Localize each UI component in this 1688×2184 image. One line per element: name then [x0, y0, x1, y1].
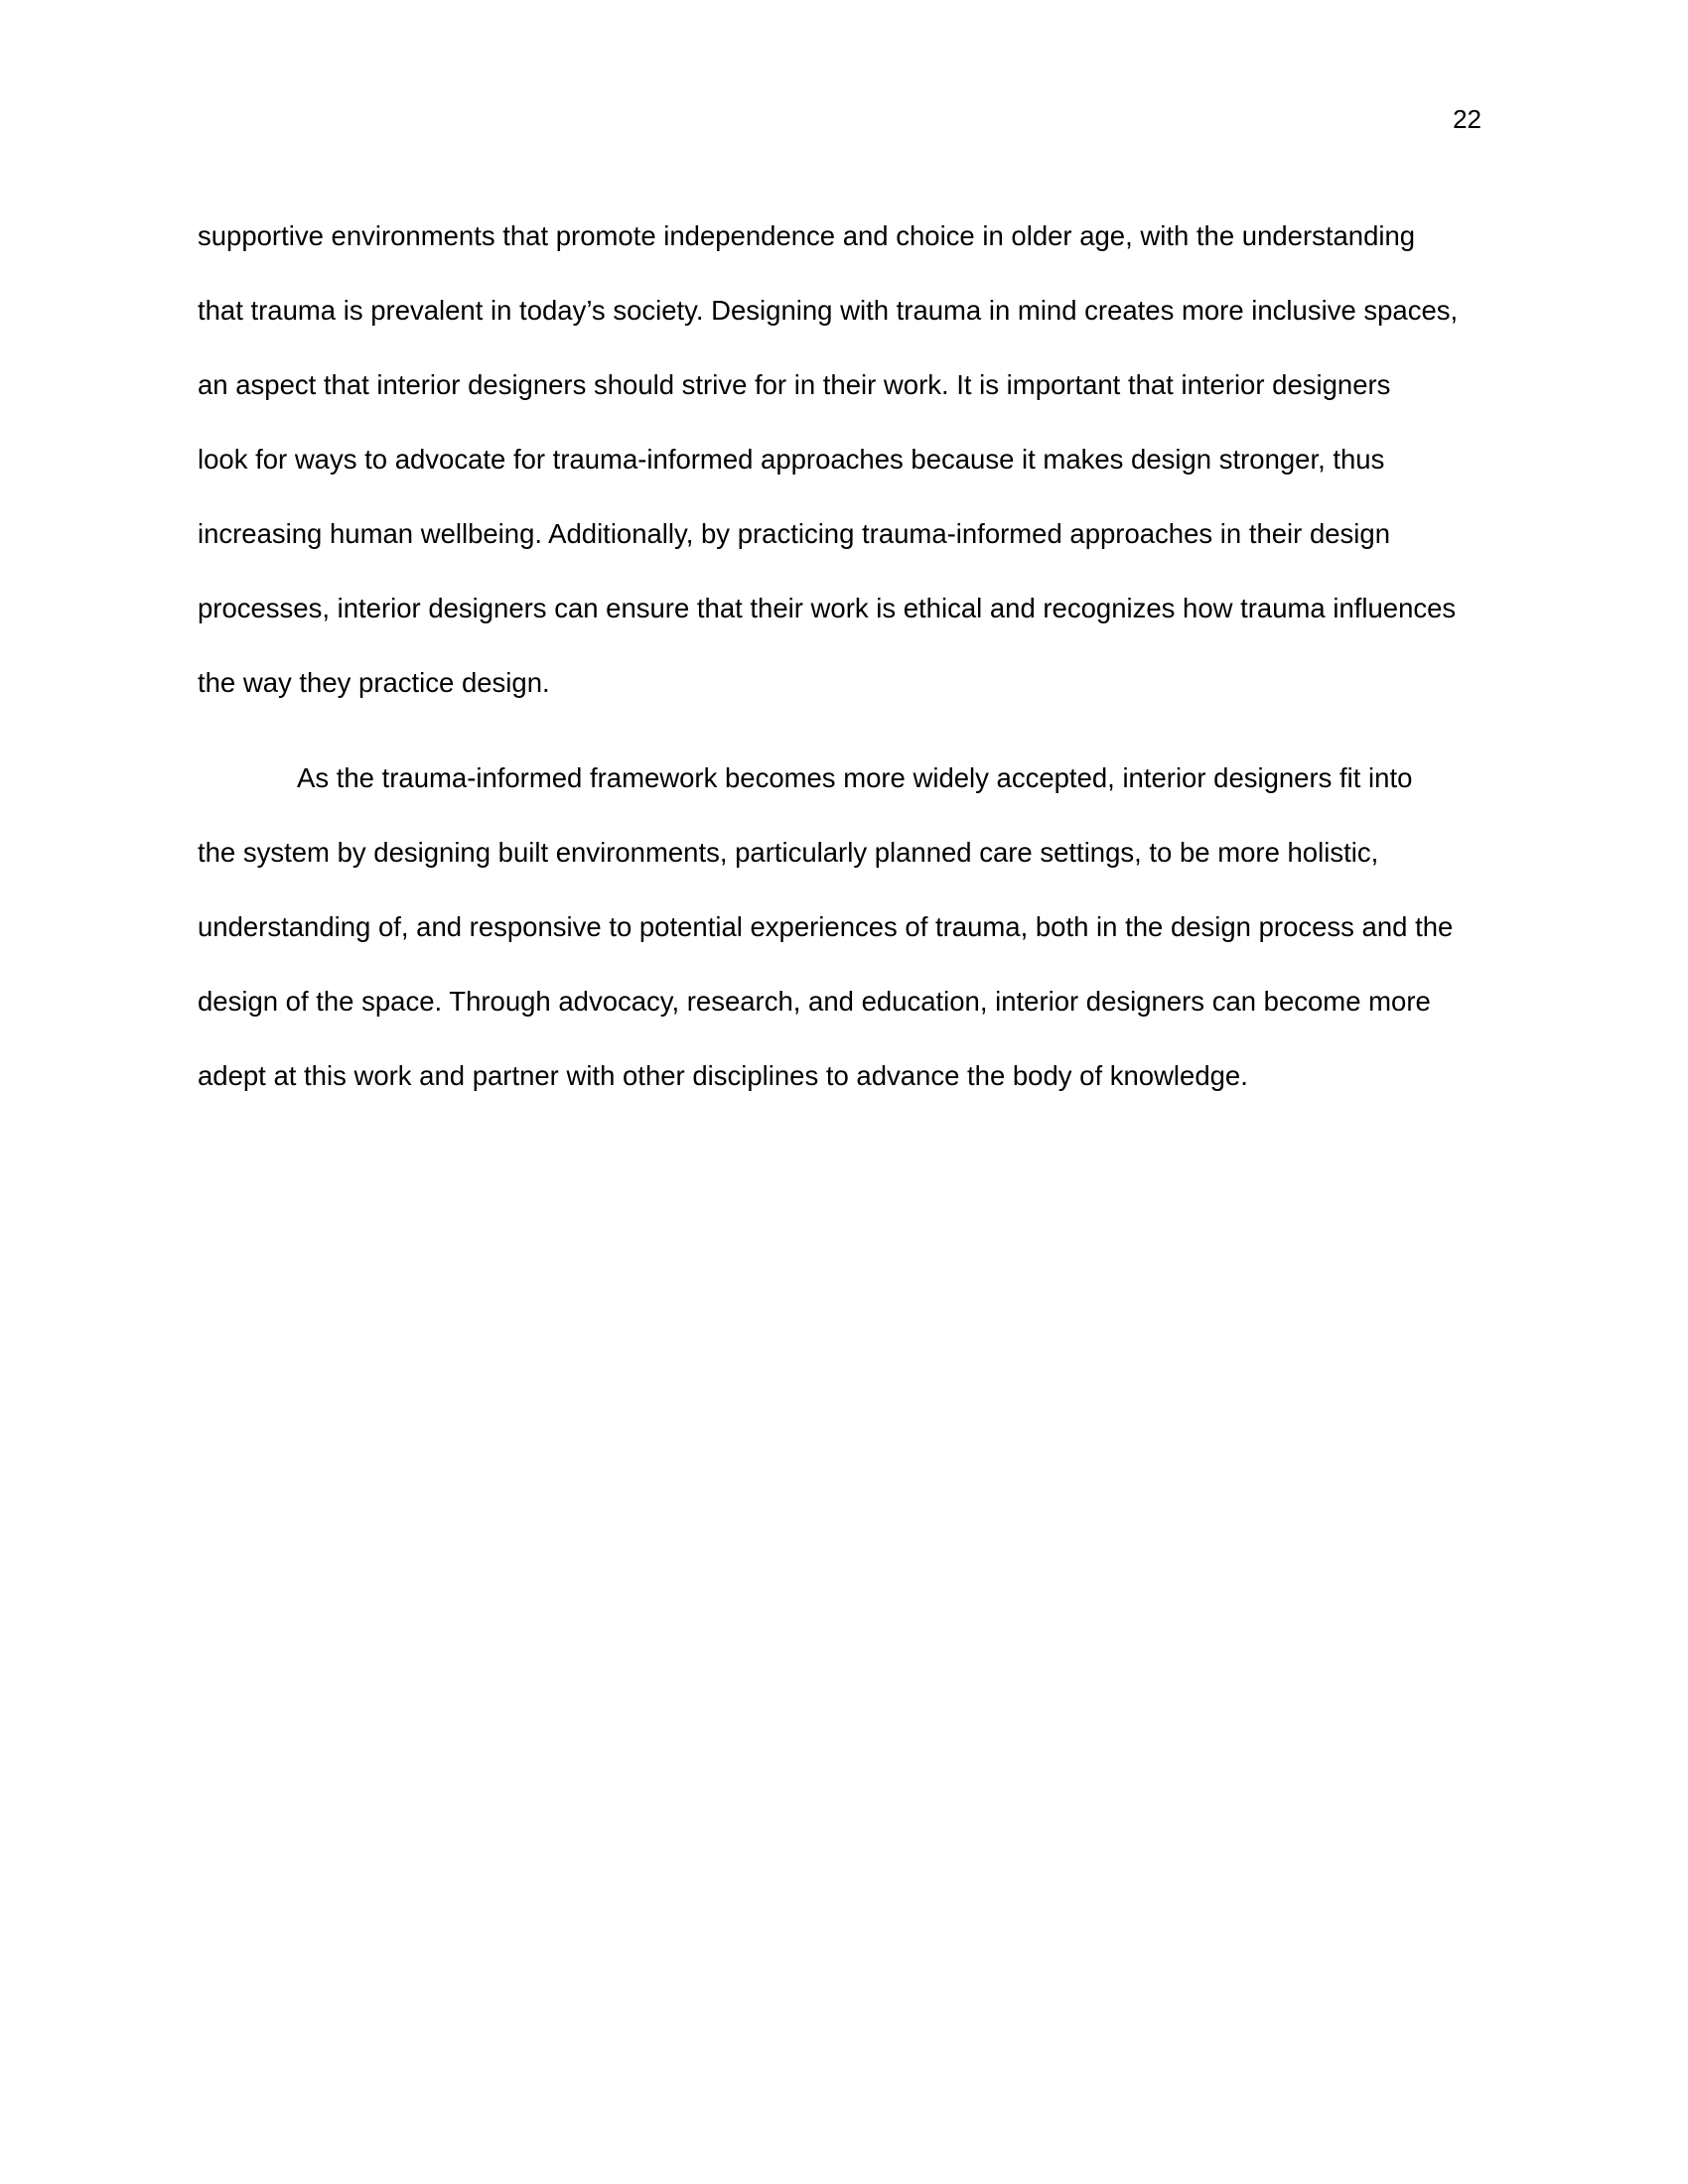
body-text [198, 199, 1493, 1113]
text-line: that trauma is prevalent in today’s society. Designing with trauma in mind creates more inclusive spaces, [198, 295, 1459, 326]
text-line: adept at this work and partner with other disciplines to advance the body of knowledge. [198, 1060, 1248, 1091]
text-line: design of the space. Through advocacy, research, and education, interior designers can become more [198, 986, 1431, 1017]
text-line: increasing human wellbeing. Additionally, by practicing trauma-informed approaches in their design [198, 518, 1390, 549]
text-line: look for ways to advocate for trauma-informed approaches because it makes design stronger, thus [198, 444, 1385, 475]
text-line: the system by designing built environments, particularly planned care settings, to be more holistic, [198, 837, 1379, 868]
text-line: processes, interior designers can ensure that their work is ethical and recognizes how trauma influences [198, 593, 1457, 623]
text-line: understanding of, and responsive to potential experiences of trauma, both in the design process and the [198, 911, 1454, 942]
paragraph-1 [198, 199, 1493, 720]
paragraph-2 [198, 741, 1493, 1113]
page-number: 22 [1453, 104, 1481, 134]
text-line: supportive environments that promote independence and choice in older age, with the understanding [198, 220, 1416, 251]
text-line: an aspect that interior designers should strive for in their work. It is important that interior designers [198, 369, 1391, 400]
text-line: the way they practice design. [198, 667, 550, 698]
paragraph-spacing [198, 720, 1493, 741]
text-line: As the trauma-informed framework becomes more widely accepted, interior designers fit into [297, 762, 1413, 793]
